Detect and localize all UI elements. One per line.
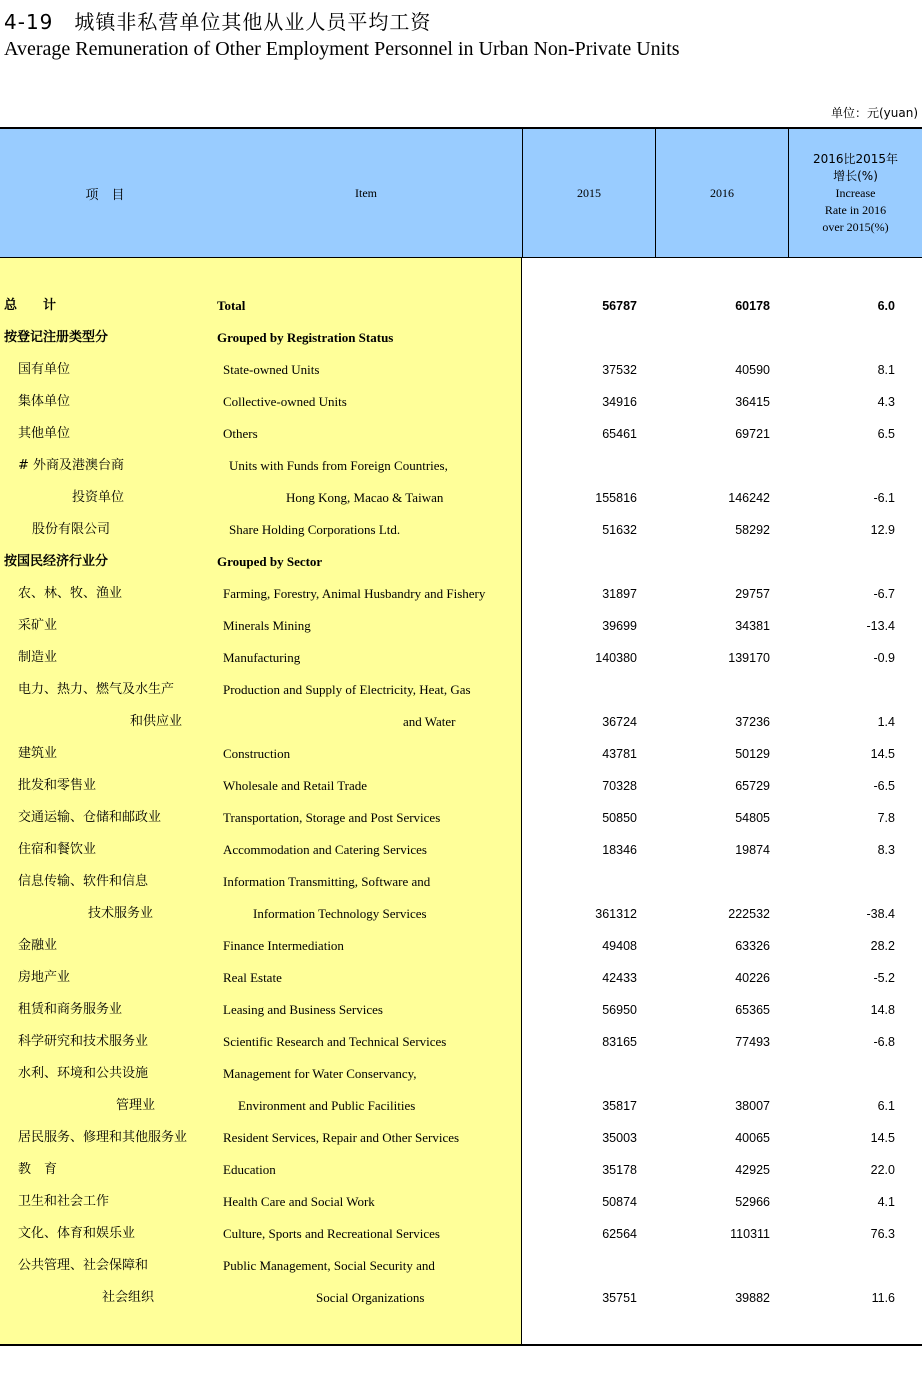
table-row: [0, 994, 922, 1026]
table-row: [0, 962, 922, 994]
row-label-en: Environment and Public Facilities: [238, 1098, 416, 1113]
header-item-cn: 项 目: [85, 188, 125, 203]
increase-rate: -6.7: [873, 587, 895, 601]
table-body: [0, 290, 922, 1314]
row-label-en: Production and Supply of Electricity, Heat, Gas: [223, 682, 471, 697]
value-2015: 35817: [602, 1099, 637, 1113]
row-label-cn: 按登记注册类型分: [4, 330, 109, 345]
table-row: [0, 1282, 922, 1314]
row-label-cn: 居民服务、修理和其他服务业: [18, 1130, 188, 1145]
row-label-en: Accommodation and Catering Services: [223, 842, 427, 857]
header-rate-line: Rate in 2016: [824, 203, 887, 217]
row-label-en: Public Management, Social Security and: [223, 1258, 435, 1273]
row-label-en: Leasing and Business Services: [223, 1002, 383, 1017]
row-label-cn: 制造业: [18, 650, 58, 665]
increase-rate: -6.1: [873, 491, 895, 505]
table-row: [0, 322, 922, 354]
row-label-en: Farming, Forestry, Animal Husbandry and Fishery: [223, 586, 486, 601]
increase-rate: -38.4: [866, 907, 895, 921]
value-2015: 37532: [602, 363, 637, 377]
increase-rate: 11.6: [871, 1291, 895, 1305]
value-2016: 19874: [735, 843, 770, 857]
header-rate-line: 增长(%): [833, 169, 878, 183]
row-label-en: Finance Intermediation: [223, 938, 344, 953]
table-row: [0, 834, 922, 866]
row-label-cn: 投资单位: [72, 490, 125, 505]
value-2016: 139170: [728, 651, 770, 665]
row-label-cn: 按国民经济行业分: [4, 554, 109, 569]
table-row: [0, 802, 922, 834]
row-label-en: Grouped by Registration Status: [217, 330, 394, 345]
row-label-en: Education: [223, 1162, 276, 1177]
table-row: [0, 674, 922, 706]
value-2016: 42925: [735, 1163, 770, 1177]
table-row: [0, 1218, 922, 1250]
row-label-cn: 卫生和社会工作: [18, 1194, 110, 1209]
value-2016: 29757: [735, 587, 770, 601]
value-2015: 35003: [602, 1131, 637, 1145]
table-row: [0, 642, 922, 674]
value-2015: 18346: [602, 843, 637, 857]
value-2016: 69721: [735, 427, 770, 441]
table-row: [0, 1090, 922, 1122]
header-year-2015: 2015: [522, 129, 655, 258]
row-label-en: Others: [223, 426, 258, 441]
increase-rate: 8.3: [877, 843, 895, 857]
increase-rate: 14.5: [870, 1131, 895, 1145]
table-row: [0, 354, 922, 386]
table-row: [0, 770, 922, 802]
increase-rate: 14.5: [870, 747, 895, 761]
row-label-en: Information Transmitting, Software and: [223, 874, 431, 889]
row-label-cn: 集体单位: [18, 394, 71, 409]
increase-rate: -13.4: [866, 619, 895, 633]
row-label-en: Social Organizations: [316, 1290, 425, 1305]
row-label-en: Share Holding Corporations Ltd.: [229, 522, 401, 537]
table-row: [0, 610, 922, 642]
table-row: [0, 1026, 922, 1058]
value-2015: 155816: [595, 491, 637, 505]
value-2016: 50129: [735, 747, 770, 761]
row-label-en: Collective-owned Units: [223, 394, 347, 409]
value-2016: 40590: [735, 363, 770, 377]
row-label-cn: 批发和零售业: [18, 778, 97, 793]
increase-rate: 6.1: [877, 1099, 895, 1113]
row-label-en: Total: [217, 298, 246, 313]
table-row: [0, 418, 922, 450]
increase-rate: 22.0: [870, 1163, 895, 1177]
row-label-cn: 公共管理、社会保障和: [18, 1258, 149, 1273]
row-label-en: and Water: [403, 714, 456, 729]
row-label-en: Units with Funds from Foreign Countries,: [229, 458, 448, 473]
row-label-cn: 租赁和商务服务业: [18, 1002, 123, 1017]
table-row: [0, 450, 922, 482]
row-label-cn: # 外商及港澳台商: [18, 458, 125, 473]
value-2015: 39699: [602, 619, 637, 633]
increase-rate: -6.8: [873, 1035, 895, 1049]
row-label-en: Scientific Research and Technical Services: [223, 1034, 447, 1049]
increase-rate: 6.5: [877, 427, 895, 441]
value-2015: 50874: [602, 1195, 637, 1209]
value-2015: 49408: [602, 939, 637, 953]
table-row: [0, 1250, 922, 1282]
table-row: [0, 1122, 922, 1154]
value-2016: 37236: [735, 715, 770, 729]
row-label-cn: 和供应业: [130, 714, 183, 729]
header-increase-rate: [788, 129, 922, 258]
value-2015: 70328: [602, 779, 637, 793]
increase-rate: 6.0: [877, 299, 895, 313]
row-label-cn: 水利、环境和公共设施: [18, 1066, 149, 1081]
row-label-en: Grouped by Sector: [217, 554, 323, 569]
value-2015: 140380: [595, 651, 637, 665]
value-2015: 43781: [602, 747, 637, 761]
table-row: [0, 866, 922, 898]
value-2016: 39882: [735, 1291, 770, 1305]
page-subtitle: Average Remuneration of Other Employment Personnel in Urban Non-Private Units: [4, 38, 680, 60]
value-2016: 40065: [735, 1131, 770, 1145]
value-2015: 83165: [602, 1035, 637, 1049]
header-rate-line: Increase: [835, 186, 876, 200]
row-label-en: Real Estate: [223, 970, 282, 985]
increase-rate: 28.2: [870, 939, 895, 953]
increase-rate: -0.9: [873, 651, 895, 665]
value-2016: 222532: [728, 907, 770, 921]
row-label-cn: 电力、热力、燃气及水生产: [18, 682, 175, 697]
value-2015: 50850: [602, 811, 637, 825]
table-row: [0, 514, 922, 546]
row-label-cn: 房地产业: [18, 970, 71, 985]
row-label-cn: 文化、体育和娱乐业: [18, 1226, 136, 1241]
table-row: [0, 1154, 922, 1186]
value-2015: 31897: [602, 587, 637, 601]
row-label-cn: 交通运输、仓储和邮政业: [18, 810, 162, 825]
row-label-en: Wholesale and Retail Trade: [223, 778, 368, 793]
value-2016: 110311: [730, 1227, 770, 1241]
row-label-cn: 股份有限公司: [32, 522, 111, 537]
increase-rate: -5.2: [873, 971, 895, 985]
value-2015: 361312: [595, 907, 637, 921]
value-2016: 77493: [735, 1035, 770, 1049]
value-2015: 62564: [602, 1227, 637, 1241]
row-label-cn: 金融业: [18, 938, 58, 953]
row-label-cn: 信息传输、软件和信息: [18, 874, 149, 889]
value-2016: 54805: [735, 811, 770, 825]
table-row: [0, 898, 922, 930]
increase-rate: -6.5: [873, 779, 895, 793]
increase-rate: 4.3: [877, 395, 895, 409]
row-label-cn: 社会组织: [102, 1290, 155, 1305]
table-row: [0, 290, 922, 322]
header-item-en: Item: [355, 186, 377, 200]
row-label-cn: 管理业: [116, 1098, 156, 1113]
value-2016: 40226: [735, 971, 770, 985]
value-2015: 35178: [602, 1163, 637, 1177]
value-2016: 65729: [735, 779, 770, 793]
increase-rate: 4.1: [877, 1195, 895, 1209]
row-label-cn: 国有单位: [18, 362, 71, 377]
value-2015: 36724: [602, 715, 637, 729]
row-label-en: Resident Services, Repair and Other Services: [223, 1130, 460, 1145]
value-2016: 34381: [735, 619, 770, 633]
page-title: 4-19 城镇非私营单位其他从业人员平均工资: [4, 10, 432, 34]
increase-rate: 1.4: [877, 715, 895, 729]
increase-rate: 14.8: [870, 1003, 895, 1017]
value-2015: 56787: [602, 299, 637, 313]
unit-label: 单位：元(yuan): [830, 106, 918, 120]
value-2016: 38007: [735, 1099, 770, 1113]
table-row: [0, 482, 922, 514]
table-header: [0, 127, 922, 258]
value-2016: 60178: [735, 299, 770, 313]
table-row: [0, 386, 922, 418]
table-row: [0, 578, 922, 610]
row-label-en: Minerals Mining: [223, 618, 311, 633]
table-row: [0, 738, 922, 770]
header-rate-line: over 2015(%): [822, 220, 889, 234]
value-2016: 63326: [735, 939, 770, 953]
value-2016: 52966: [735, 1195, 770, 1209]
row-label-cn: 住宿和餐饮业: [18, 842, 97, 857]
row-label-en: Construction: [223, 746, 291, 761]
value-2016: 146242: [728, 491, 770, 505]
row-label-cn: 建筑业: [18, 746, 58, 761]
value-2015: 42433: [602, 971, 637, 985]
table-row: [0, 706, 922, 738]
row-label-cn: 采矿业: [18, 618, 58, 633]
increase-rate: 76.3: [870, 1227, 895, 1241]
value-2015: 34916: [602, 395, 637, 409]
row-label-en: Health Care and Social Work: [223, 1194, 375, 1209]
table-row: [0, 1058, 922, 1090]
row-label-en: Culture, Sports and Recreational Services: [223, 1226, 440, 1241]
value-2016: 36415: [735, 395, 770, 409]
increase-rate: 12.9: [870, 523, 895, 537]
header-year-2016: 2016: [655, 129, 788, 258]
value-2015: 65461: [602, 427, 637, 441]
row-label-cn: 科学研究和技术服务业: [18, 1034, 149, 1049]
row-label-en: Manufacturing: [223, 650, 301, 665]
table-bottom-rule: [0, 1344, 922, 1346]
value-2015: 35751: [602, 1291, 637, 1305]
row-label-cn: 农、林、牧、渔业: [18, 586, 123, 601]
value-2015: 56950: [602, 1003, 637, 1017]
row-label-cn: 总 计: [4, 298, 57, 313]
header-rate-line: 2016比2015年: [812, 152, 899, 166]
value-2016: 65365: [735, 1003, 770, 1017]
increase-rate: 7.8: [877, 811, 895, 825]
increase-rate: 8.1: [877, 363, 895, 377]
row-label-en: Management for Water Conservancy,: [223, 1066, 417, 1081]
row-label-en: Transportation, Storage and Post Services: [223, 810, 441, 825]
table-row: [0, 1186, 922, 1218]
value-2015: 51632: [602, 523, 637, 537]
row-label-cn: 其他单位: [18, 426, 71, 441]
row-label-en: Information Technology Services: [253, 906, 427, 921]
value-2016: 58292: [735, 523, 770, 537]
table-row: [0, 930, 922, 962]
row-label-cn: 教 育: [18, 1162, 58, 1177]
row-label-cn: 技术服务业: [88, 906, 154, 921]
row-label-en: Hong Kong, Macao & Taiwan: [286, 490, 444, 505]
row-label-en: State-owned Units: [223, 362, 320, 377]
table-row: [0, 546, 922, 578]
